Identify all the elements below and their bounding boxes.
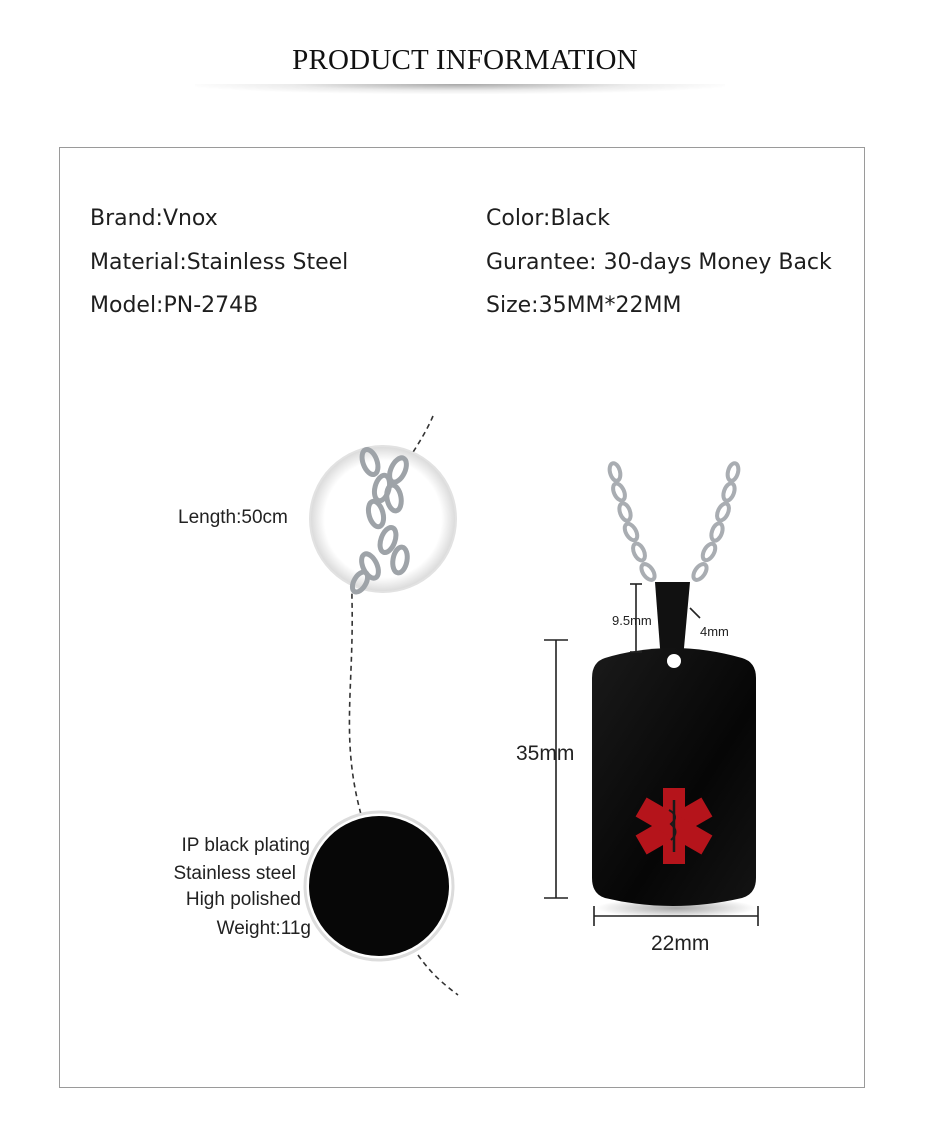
dog-tag xyxy=(592,648,756,906)
bail-width-label: 4mm xyxy=(700,624,729,639)
spec-model: Model:PN-274B xyxy=(90,293,259,318)
tag-height-label: 35mm xyxy=(516,742,575,765)
chain-detail-circle xyxy=(310,446,456,595)
tag-bail xyxy=(655,582,690,658)
finish-label-polished: High polished xyxy=(185,889,301,910)
finish-label-ip-plating: IP black plating xyxy=(181,835,310,856)
necklace-chain xyxy=(608,462,740,582)
surface-detail-circle xyxy=(305,812,453,960)
finish-label-stainless: Stainless steel xyxy=(173,863,296,884)
tag-width-label: 22mm xyxy=(651,932,710,955)
spec-size: Size:35MM*22MM xyxy=(486,293,682,318)
spec-material: Material:Stainless Steel xyxy=(90,250,349,275)
spec-color: Color:Black xyxy=(486,206,610,231)
spec-brand: Brand:Vnox xyxy=(90,206,218,231)
page-title: PRODUCT INFORMATION xyxy=(292,44,638,76)
spec-guarantee: Gurantee: 30-days Money Back xyxy=(486,250,832,275)
length-label: Length:50cm xyxy=(178,507,288,528)
dashed-connector-bottom xyxy=(418,955,458,995)
bail-height-label: 9.5mm xyxy=(612,613,652,628)
weight-label: Weight:11g xyxy=(216,918,311,939)
